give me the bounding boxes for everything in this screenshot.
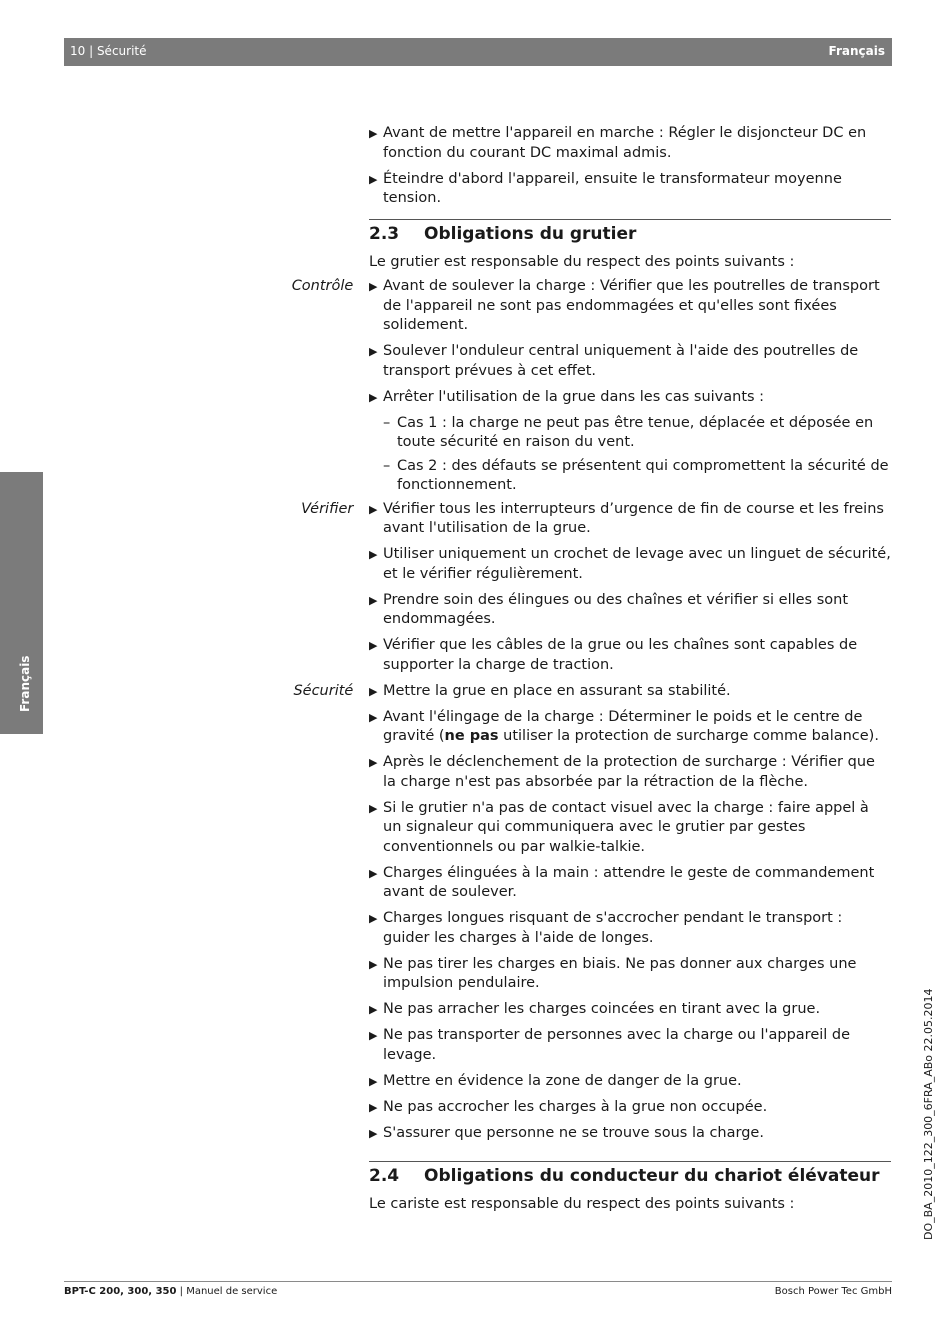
bullet-triangle-icon: ▶: [369, 280, 378, 293]
footer-divider: [64, 1281, 892, 1282]
list-item: ▶ S'assurer que personne ne se trouve sous la charge.: [369, 1124, 891, 1144]
list-item: ▶ Prendre soin des élingues ou des chaînes et vérifier si elles sont endommagées.: [369, 591, 849, 627]
header-language-label: Français: [828, 44, 885, 58]
list-item: ▶ Utiliser uniquement un crochet de levage avec un linguet de sécurité, et le vérifier régulièrement.: [369, 546, 891, 582]
list-item: ▶ Arrêter l'utilisation de la grue dans les cas suivants :: [369, 388, 891, 408]
bullet-triangle-icon: ▶: [369, 639, 378, 652]
bullet-triangle-icon: ▶: [369, 345, 378, 358]
section-heading: [369, 1161, 891, 1187]
bullet-triangle-icon: ▶: [369, 502, 378, 516]
list-item: ▶ Charges longues risquant de s'accrocher pendant le transport : guider les charges à l'aide de longes.: [369, 910, 843, 946]
margin-label-verifier: Vérifier: [301, 500, 354, 517]
list-item: ▶ Charges élinguées à la main : attendre le geste de commandement avant de soulever.: [369, 864, 875, 900]
list-item: ▶ Soulever l'onduleur central uniquement à l'aide des poutrelles de transport prévues à cet effet.: [369, 343, 859, 379]
bullet-triangle-icon: ▶: [369, 1100, 378, 1114]
list-item: ▶ Si le grutier n'a pas de contact visuel avec la charge : faire appel à un signaleur qui communiquera avec le grutier par gestes conventionnels ou par walkie-talkie.: [369, 799, 869, 855]
bullet-triangle-icon: ▶: [369, 593, 378, 607]
list-item: Vérifier ▶ Vérifier tous les interrupteurs d’urgence de fin de course et les freins avant l'utilisation de la grue.: [301, 500, 884, 536]
sub-list-item: – Cas 1 : la charge ne peut pas être tenue, déplacée et déposée en toute sécurité en raison du vent.: [383, 414, 874, 450]
list-item: ▶ Ne pas transporter de personnes avec la charge ou l'appareil de levage.: [369, 1027, 851, 1063]
dash-bullet: –: [383, 414, 391, 431]
list-item: Contrôle ▶ Avant de soulever la charge : Vérifier que les poutrelles de transport de l'appareil ne sont pas endommagées et qu'elles sont fixées solidement.: [291, 278, 880, 333]
section-heading: [369, 219, 891, 245]
bullet-triangle-icon: ▶: [369, 390, 378, 404]
bullet-triangle-icon: ▶: [369, 1029, 378, 1042]
header-section-label: 10 | Sécurité: [70, 44, 147, 58]
bullet-triangle-icon: ▶: [369, 866, 378, 880]
margin-label-securite: Sécurité: [293, 682, 354, 699]
list-item: ▶ Ne pas tirer les charges en biais. Ne pas donner aux charges une impulsion pendulaire.: [369, 955, 857, 991]
side-tab-label: Français: [18, 655, 32, 712]
list-item: ▶ Avant l'élingage de la charge : Déterminer le poids et le centre de gravité (ne pas utiliser la protection de surcharge comme balance).: [369, 708, 879, 744]
section-intro: Le cariste est responsable du respect des points suivants :: [369, 1196, 795, 1212]
bullet-triangle-icon: ▶: [369, 1003, 378, 1016]
section-number: 2.3: [369, 223, 400, 244]
footer-product-name: BPT-C 200, 300, 350: [64, 1286, 177, 1297]
bullet-triangle-icon: ▶: [369, 1126, 378, 1140]
list-item: ▶ Avant de mettre l'appareil en marche : Régler le disjoncteur DC en fonction du courant DC maximal admis.: [369, 125, 867, 161]
bullet-triangle-icon: ▶: [369, 710, 378, 724]
footer-company: Bosch Power Tec GmbH: [774, 1286, 892, 1297]
list-item: ▶ Après le déclenchement de la protection de surcharge : Vérifier que la charge n'est pas absorbée par la rétraction de la flèche.: [369, 754, 875, 790]
main-content: [291, 124, 891, 1220]
bullet-triangle-icon: ▶: [369, 548, 378, 561]
list-item: Sécurité ▶ Mettre la grue en place en assurant sa stabilité.: [369, 682, 891, 702]
bullet-triangle-icon: ▶: [369, 172, 378, 186]
bullet-triangle-icon: ▶: [369, 127, 378, 140]
list-item: ▶ Ne pas accrocher les charges à la grue non occupée.: [369, 1098, 891, 1118]
margin-label-controle: Contrôle: [291, 278, 354, 294]
bullet-triangle-icon: ▶: [369, 957, 378, 971]
section-intro: Le grutier est responsable du respect des points suivants :: [369, 253, 795, 270]
dash-bullet: –: [383, 457, 391, 474]
list-item: ▶ Ne pas arracher les charges coincées en tirant avec la grue.: [369, 1000, 891, 1020]
page-header: [64, 38, 892, 66]
bullet-triangle-icon: ▶: [369, 684, 378, 698]
list-item: ▶ Vérifier que les câbles de la grue ou les chaînes sont capables de supporter la charge de traction.: [369, 637, 858, 673]
footer-product: [64, 1286, 277, 1297]
bullet-triangle-icon: ▶: [369, 912, 378, 925]
emphasis-text: ne pas: [444, 728, 499, 744]
section-number: 2.4: [369, 1166, 400, 1186]
sub-list-item: – Cas 2 : des défauts se présentent qui compromettent la sécurité de fonctionnement.: [383, 457, 889, 493]
document-reference: DO_BA_2010_122_300_6FRA_ABo 22.05.2014: [922, 988, 935, 1240]
section-title: Obligations du conducteur du chariot élévateur: [424, 1166, 880, 1186]
section-title: Obligations du grutier: [424, 223, 637, 244]
list-item: ▶ Éteindre d'abord l'appareil, ensuite le transformateur moyenne tension.: [369, 170, 842, 206]
footer-doc-type: | Manuel de service: [176, 1286, 278, 1297]
language-side-tab: [0, 472, 43, 734]
bullet-triangle-icon: ▶: [369, 801, 378, 815]
bullet-triangle-icon: ▶: [369, 1074, 378, 1088]
list-item: ▶ Mettre en évidence la zone de danger de la grue.: [369, 1072, 891, 1092]
bullet-triangle-icon: ▶: [369, 756, 378, 769]
